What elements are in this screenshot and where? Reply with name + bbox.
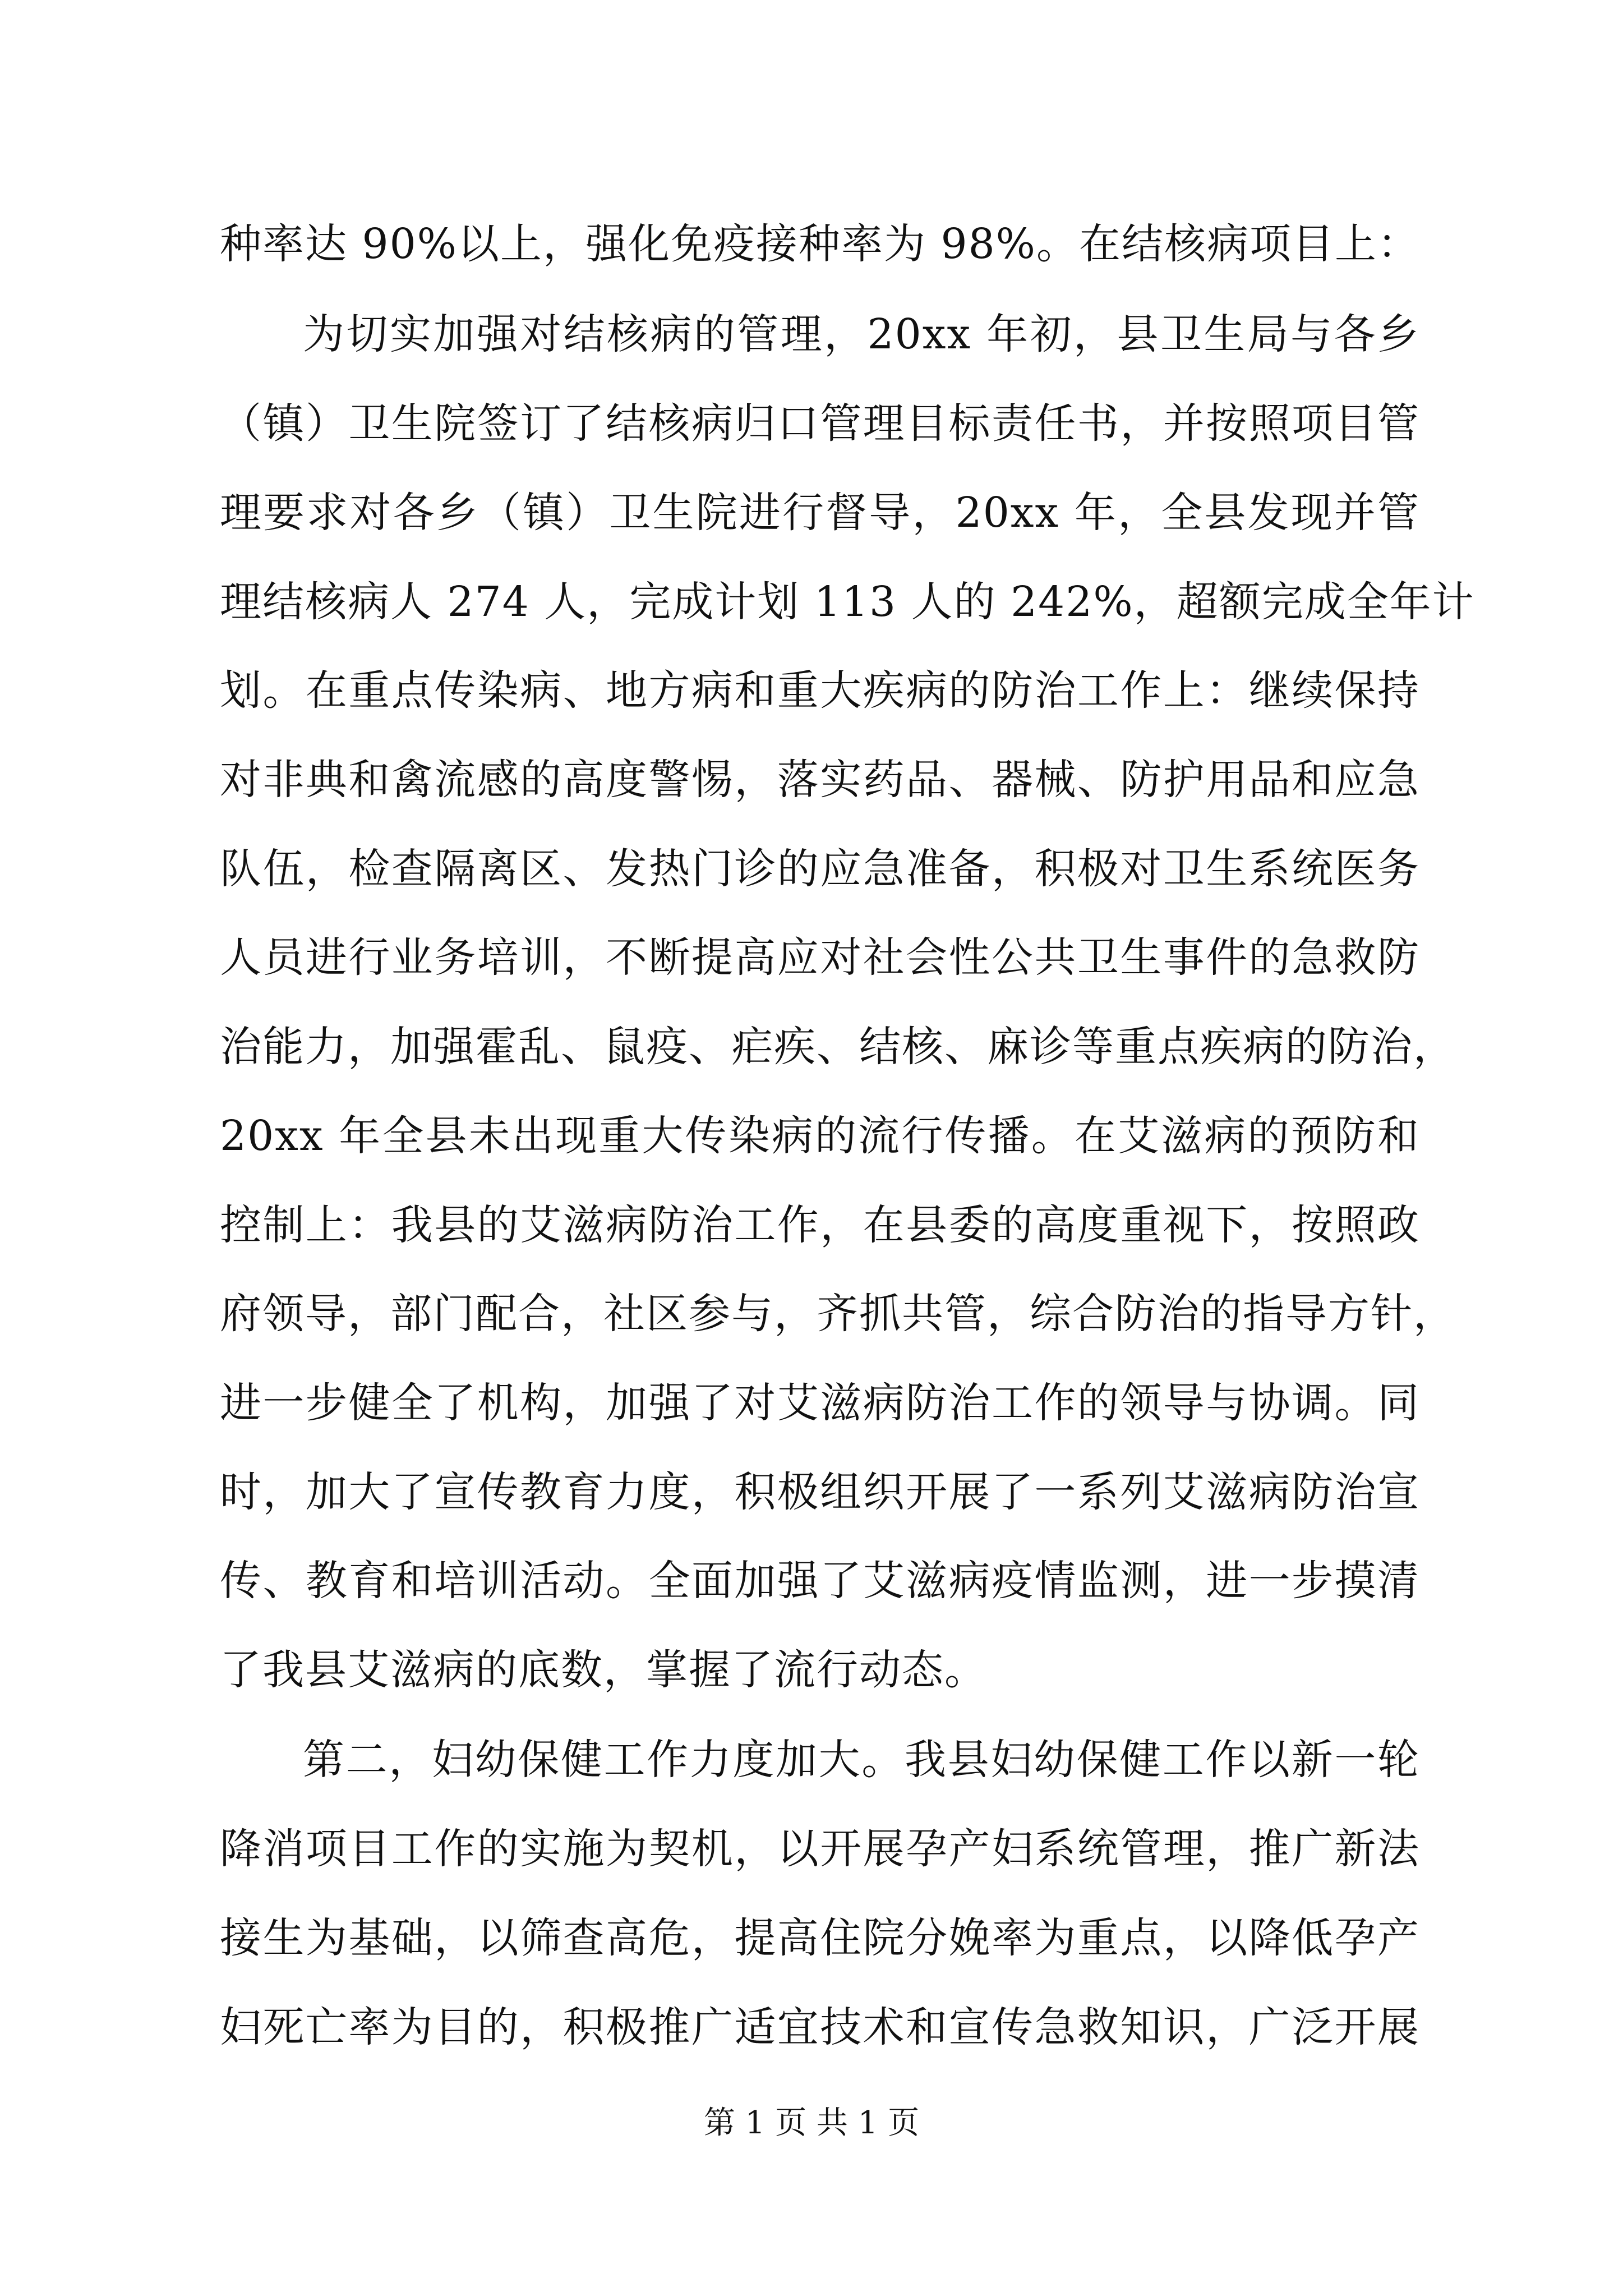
text-line: 进一步健全了机构，加强了对艾滋病防治工作的领导与协调。同	[220, 1379, 1420, 1427]
text-line: 治能力，加强霍乱、鼠疫、疟疾、结核、麻诊等重点疾病的防治，	[220, 1023, 1456, 1071]
text-line: （镇）卫生院签订了结核病归口管理目标责任书，并按照项目管	[220, 399, 1420, 448]
text-line: 理要求对各乡（镇）卫生院进行督导，20xx 年，全县发现并管	[220, 489, 1420, 537]
text-line: 人员进行业务培训，不断提高应对社会性公共卫生事件的急救防	[220, 933, 1420, 982]
text-line: 降消项目工作的实施为契机，以开展孕产妇系统管理，推广新法	[220, 1825, 1420, 1873]
text-line: 划。在重点传染病、地方病和重大疾病的防治工作上：继续保持	[220, 666, 1420, 715]
text-line: 接生为基础，以筛查高危，提高住院分娩率为重点，以降低孕产	[220, 1914, 1420, 1962]
text-line: 府领导，部门配合，社区参与，齐抓共管，综合防治的指导方针，	[220, 1290, 1456, 1338]
text-line: 种率达 90%以上，强化免疫接种率为 98%。在结核病项目上：	[220, 220, 1420, 268]
text-line: 第二，妇幼保健工作力度加大。我县妇幼保健工作以新一轮	[303, 1736, 1420, 1784]
text-line: 妇死亡率为目的，积极推广适宜技术和宣传急救知识，广泛开展	[220, 2003, 1420, 2051]
text-line: 理结核病人 274 人，完成计划 113 人的 242%，超额完成全年计	[220, 578, 1475, 626]
text-line: 时，加大了宣传教育力度，积极组织开展了一系列艾滋病防治宣	[220, 1468, 1420, 1516]
text-line: 20xx 年全县未出现重大传染病的流行传播。在艾滋病的预防和	[220, 1112, 1420, 1160]
text-line: 控制上：我县的艾滋病防治工作，在县委的高度重视下，按照政	[220, 1201, 1420, 1249]
page-number-footer: 第 1 页 共 1 页	[703, 2105, 920, 2141]
text-line: 对非典和禽流感的高度警惕，落实药品、器械、防护用品和应急	[220, 756, 1420, 804]
text-line: 了我县艾滋病的底数，掌握了流行动态。	[220, 1646, 987, 1694]
text-line: 队伍，检查隔离区、发热门诊的应急准备，积极对卫生系统医务	[220, 845, 1420, 893]
text-line: 为切实加强对结核病的管理，20xx 年初，县卫生局与各乡	[303, 310, 1420, 358]
text-line: 传、教育和培训活动。全面加强了艾滋病疫情监测，进一步摸清	[220, 1557, 1420, 1605]
